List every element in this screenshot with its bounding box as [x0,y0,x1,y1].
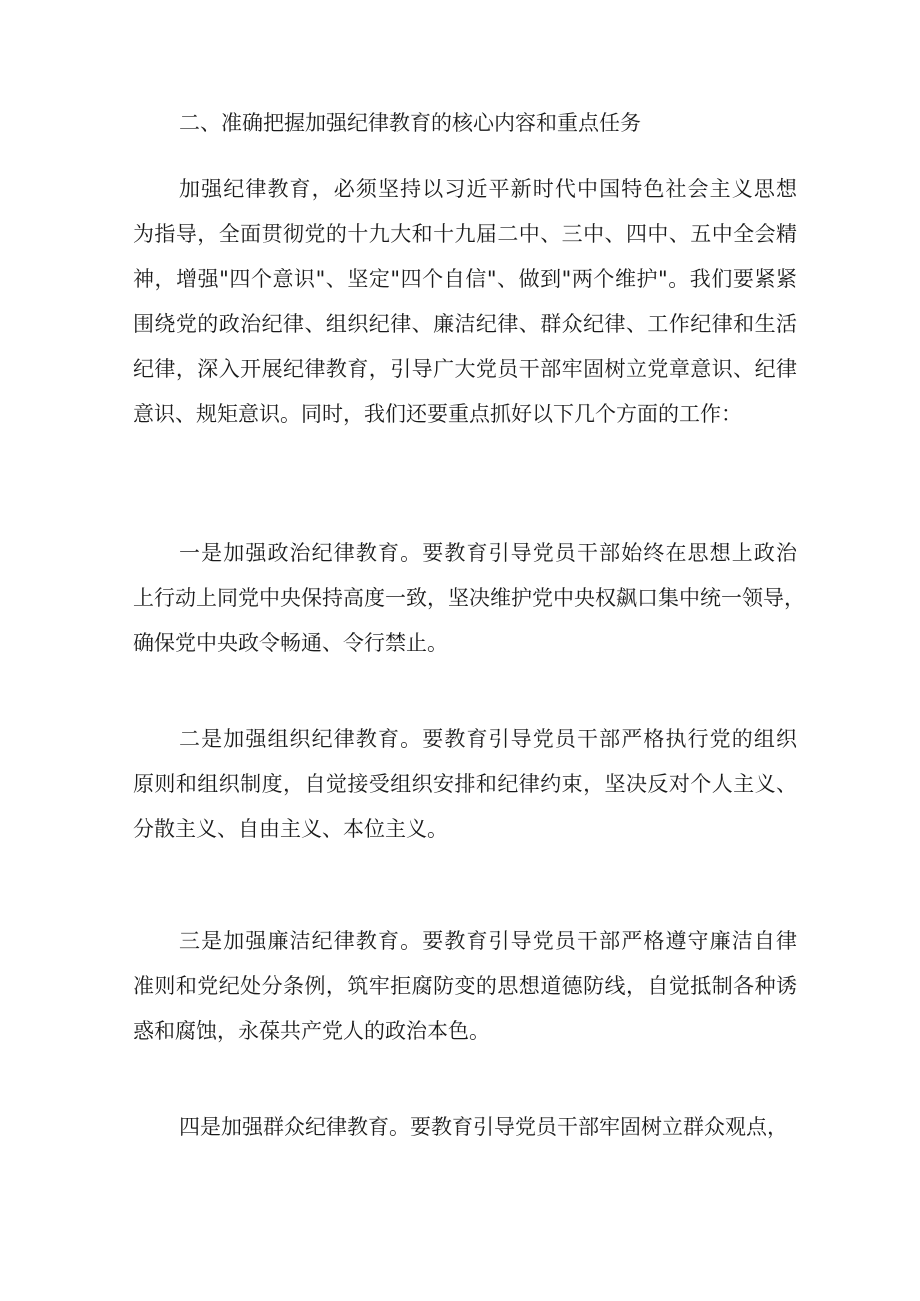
paragraph-line: 意识、规矩意识。同时，我们还要重点抓好以下几个方面的工作： [133,402,742,426]
paragraph-line: 一是加强政治纪律教育。要教育引导党员干部始终在思想上政治 [179,541,797,565]
paragraph-line: 为指导，全面贯彻党的十九大和十九届二中、三中、四中、五中全会精 [133,222,797,246]
paragraph-line: 分散主义、自由主义、本位主义。 [133,817,448,841]
paragraph-line: 原则和组织制度，自觉接受组织安排和纪律约束，坚决反对个人主义、 [133,772,797,796]
paragraph-line: 确保党中央政令畅通、令行禁止。 [133,631,448,655]
paragraph-line: 加强纪律教育，必须坚持以习近平新时代中国特色社会主义思想 [179,177,797,201]
paragraph-line: 惑和腐蚀，永葆共产党人的政治本色。 [133,1019,490,1043]
paragraph-line: 神，增强"四个意识"、坚定"四个自信"、做到"两个维护"。我们要紧紧 [133,267,797,291]
paragraph-integrity-discipline [133,919,797,1054]
paragraph-intro [133,167,797,437]
paragraph-line: 纪律，深入开展纪律教育，引导广大党员干部牢固树立党章意识、纪律 [133,357,797,381]
paragraph-organizational-discipline [133,717,797,852]
section-heading: 二、准确把握加强纪律教育的核心内容和重点任务 [179,111,641,135]
paragraph-line: 二是加强组织纪律教育。要教育引导党员干部严格执行党的组织 [179,727,797,751]
paragraph-political-discipline [133,531,805,666]
paragraph-line: 四是加强群众纪律教育。要教育引导党员干部牢固树立群众观点， [179,1115,788,1139]
paragraph-mass-discipline [133,1105,797,1150]
paragraph-line: 三是加强廉洁纪律教育。要教育引导党员干部严格遵守廉洁自律 [179,929,797,953]
paragraph-line: 准则和党纪处分条例，筑牢拒腐防变的思想道德防线，自觉抵制各种诱 [133,974,797,998]
paragraph-line: 上行动上同党中央保持高度一致，坚决维护党中央权飙口集中统一领导， [133,586,805,610]
paragraph-line: 围绕党的政治纪律、组织纪律、廉洁纪律、群众纪律、工作纪律和生活 [133,312,797,336]
